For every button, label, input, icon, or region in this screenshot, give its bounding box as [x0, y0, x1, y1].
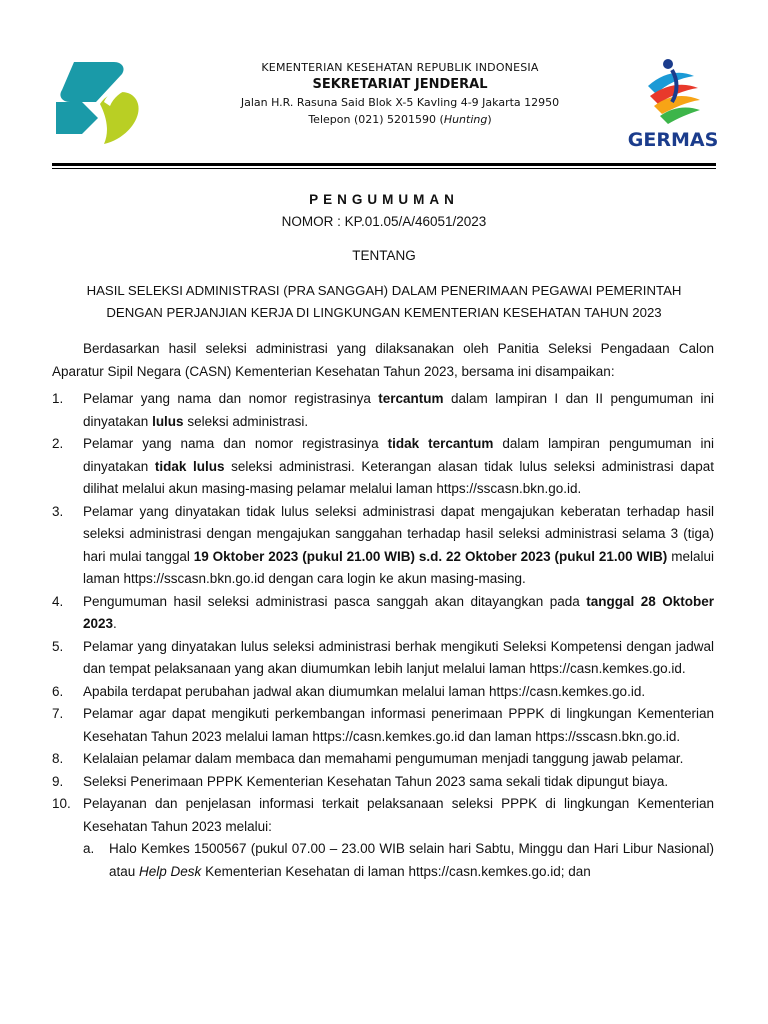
text-run: Halo Kemkes 1500567 (pukul 07.00 – 23.00 WIB selain hari Sabtu, Minggu dan Hari Libur Nasional) atau	[109, 841, 714, 879]
text-run: Pelamar yang nama dan nomor registrasinya	[83, 391, 379, 406]
list-item	[52, 501, 714, 591]
list-item	[52, 591, 714, 636]
document-number: NOMOR : KP.01.05/A/46051/2023	[281, 214, 487, 229]
text-run: Kementerian Kesehatan di laman https://casn.kemkes.go.id; dan	[201, 863, 591, 879]
letterhead-rule-thin	[52, 168, 716, 169]
bold-run: tercantum	[378, 391, 444, 406]
ministry-name: KEMENTERIAN KESEHATAN REPUBLIK INDONESIA	[261, 61, 539, 74]
document-about: TENTANG	[352, 248, 416, 263]
list-item	[52, 748, 714, 771]
list-number: 10.	[52, 796, 71, 811]
text-run: dalam lampiran pengumuman ini dinyatakan	[83, 436, 715, 474]
kemenkes-logo-icon	[52, 58, 142, 148]
text-run: seleksi administrasi. Keterangan alasan tidak lulus seleksi administrasi dapat dilihat melalui akun masing-masing pelamar melalui laman https://sscasn.bkn.go.id.	[83, 458, 715, 496]
text-run: dalam lampiran I dan II pengumuman ini dinyatakan	[83, 391, 715, 429]
list-item	[52, 388, 714, 433]
phone-number: Telepon (021) 5201590 (	[308, 113, 444, 126]
subject-line-2: DENGAN PERJANJIAN KERJA DI LINGKUNGAN KEMENTERIAN KESEHATAN TAHUN 2023	[106, 305, 662, 320]
unit-name: SEKRETARIAT JENDERAL	[312, 77, 488, 92]
list-item	[52, 636, 714, 681]
list-text: Apabila terdapat perubahan jadwal akan diumumkan melalui laman https://casn.kemkes.go.id.	[83, 683, 646, 699]
phone	[190, 111, 610, 128]
list-text	[83, 388, 714, 433]
list-number: 8.	[52, 751, 64, 766]
italic-run: Help Desk	[139, 863, 202, 879]
list-text	[83, 591, 714, 636]
document-heading: PENGUMUMAN	[309, 192, 459, 207]
text-run: .	[113, 616, 117, 631]
phone-hunting: Hunting	[443, 113, 488, 126]
intro-paragraph: Berdasarkan hasil seleksi administrasi yang dilaksanakan oleh Panitia Seleksi Pengadaan Calon Aparatur Sipil Negara (CASN) Kementerian Kesehatan Tahun 2023, bersama ini disampaikan:	[52, 341, 714, 379]
list-text: Kelalaian pelamar dalam membaca dan memahami pengumuman menjadi tanggung jawab pelamar.	[83, 751, 684, 766]
germas-label: GERMAS	[628, 129, 718, 151]
list-number: 4.	[52, 593, 64, 609]
letterhead	[0, 0, 768, 170]
letterhead-rule-thick	[52, 163, 716, 166]
bold-run: tidak lulus	[154, 458, 225, 474]
list-number: 3.	[52, 503, 64, 519]
phone-suffix: )	[487, 113, 492, 126]
list-item	[52, 703, 714, 748]
sub-list-item	[83, 838, 714, 883]
list-item	[52, 793, 714, 838]
letterhead-text	[190, 60, 610, 128]
list-number: 2.	[52, 436, 64, 451]
list-text	[83, 433, 714, 501]
list-text: Seleksi Penerimaan PPPK Kementerian Kesehatan Tahun 2023 sama sekali tidak dipungut biaya.	[83, 773, 669, 789]
germas-logo-icon	[628, 56, 718, 152]
document-subject	[52, 280, 716, 324]
list-number: 1.	[52, 391, 64, 406]
list-item	[52, 433, 714, 501]
text-run: melalui laman https://sscasn.bkn.go.id dengan cara login ke akun masing-masing.	[83, 548, 714, 586]
bold-run: 19 Oktober 2023 (pukul 21.00 WIB) s.d. 22 Oktober 2023 (pukul 21.00 WIB)	[193, 548, 668, 564]
title-block	[52, 190, 716, 324]
address: Jalan H.R. Rasuna Said Blok X-5 Kavling 4-9 Jakarta 12950	[240, 96, 560, 109]
text-run: seleksi administrasi.	[183, 413, 309, 429]
list-text: Pelayanan dan penjelasan informasi terkait pelaksanaan seleksi PPPK di lingkungan Kementerian Kesehatan Tahun 2023 melalui:	[83, 796, 714, 834]
list-text: Pelamar agar dapat mengikuti perkembangan informasi penerimaan PPPK di lingkungan Kementerian Kesehatan Tahun 2023 melalui laman https://casn.kemkes.go.id dan laman https://sscasn.bkn.go.id.	[83, 706, 714, 744]
document-body	[52, 338, 714, 883]
list-item	[52, 681, 714, 704]
text-run: Pelamar yang nama dan nomor registrasinya	[83, 436, 388, 451]
list-number: 7.	[52, 706, 64, 721]
bold-run: tidak tercantum	[387, 436, 494, 451]
text-run: Pengumuman hasil seleksi administrasi pasca sanggah akan ditayangkan pada	[83, 593, 587, 609]
list-item	[52, 771, 714, 794]
bold-run: tanggal 28 Oktober 2023	[83, 593, 714, 631]
list-number: 5.	[52, 638, 64, 654]
list-number: 6.	[52, 683, 64, 699]
list-text: Pelamar yang dinyatakan lulus seleksi administrasi berhak mengikuti Seleksi Kompetensi dengan jadwal dan tempat pelaksanaan yang akan diumumkan lebih lanjut melalui laman https://casn.kemkes.go.id.	[83, 638, 714, 676]
text-run: Pelamar yang dinyatakan tidak lulus seleksi administrasi dapat mengajukan keberatan terhadap hasil seleksi administrasi dengan mengajukan sanggahan terhadap hasil seleksi administrasi selama 3 (tiga) hari mulai tanggal	[83, 503, 714, 564]
sub-list-letter: a.	[83, 841, 95, 856]
subject-line-1: HASIL SELEKSI ADMINISTRASI (PRA SANGGAH) DALAM PENERIMAAN PEGAWAI PEMERINTAH	[86, 283, 682, 298]
list-number: 9.	[52, 773, 64, 789]
sub-list-text	[109, 838, 714, 883]
bold-run: lulus	[152, 413, 184, 429]
list-text	[83, 501, 714, 591]
